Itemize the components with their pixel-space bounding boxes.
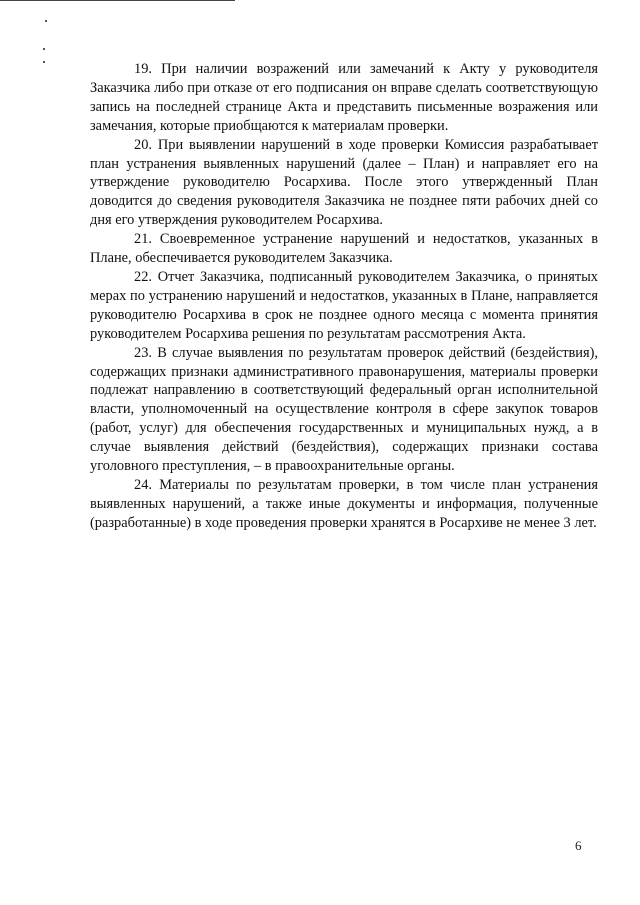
scan-artifact-dot — [45, 20, 47, 22]
paragraph-21: 21. Своевременное устранение нарушений и недостатков, указанных в Плане, обеспечивается руководителем Заказчика. — [90, 231, 598, 267]
paragraph-22: 22. Отчет Заказчика, подписанный руководителем Заказчика, о принятых мерах по устранению нарушений и недостатков, указанных в Плане, направляется руководителю Росархива в срок не позднее одного месяца с момента принятия руководителем Росархива решения по результатам рассмотрения Акта. — [90, 268, 598, 342]
page-number: 6 — [575, 838, 582, 853]
paragraph-24: 24. Материалы по результатам проверки, в том числе план устранения выявленных нарушений, а также иные документы и информация, полученные (разработанные) в ходе проведения проверки хранятся в Росархиве не менее 3 лет. — [90, 476, 598, 531]
scan-artifact-dot — [43, 61, 45, 63]
paragraph-23: 23. В случае выявления по результатам проверок действий (бездействия), содержащих признаки административного правонарушения, материалы проверки подлежат направлению в соответствующий федеральный орган исполнительной власти, уполномоченный на осуществление контроля в сфере закупок товаров (работ, услуг) для обеспечения государственных и муниципальных нужд, а в случае выявления действий (бездействия), содержащих признаки состава уголовного преступления, – в правоохранительные органы. — [90, 344, 598, 475]
scan-artifact-line — [0, 0, 235, 1]
scan-artifact-dot — [43, 48, 45, 50]
paragraph-19: 19. При наличии возражений или замечаний к Акту у руководителя Заказчика либо при отказе от его подписания он вправе сделать соответствующую запись на последней странице Акта и представить письменные возражения или замечания, которые приобщаются к материалам проверки. — [90, 61, 598, 134]
document-body — [90, 60, 598, 533]
paragraph-20: 20. При выявлении нарушений в ходе проверки Комиссия разрабатывает план устранения выявленных нарушений (далее – План) и направляет его на утверждение руководителю Росархива. После этого утвержденный План доводится до сведения руководителя Заказчика не позднее пяти рабочих дней со дня его утверждения руководителем Росархива. — [90, 136, 598, 229]
